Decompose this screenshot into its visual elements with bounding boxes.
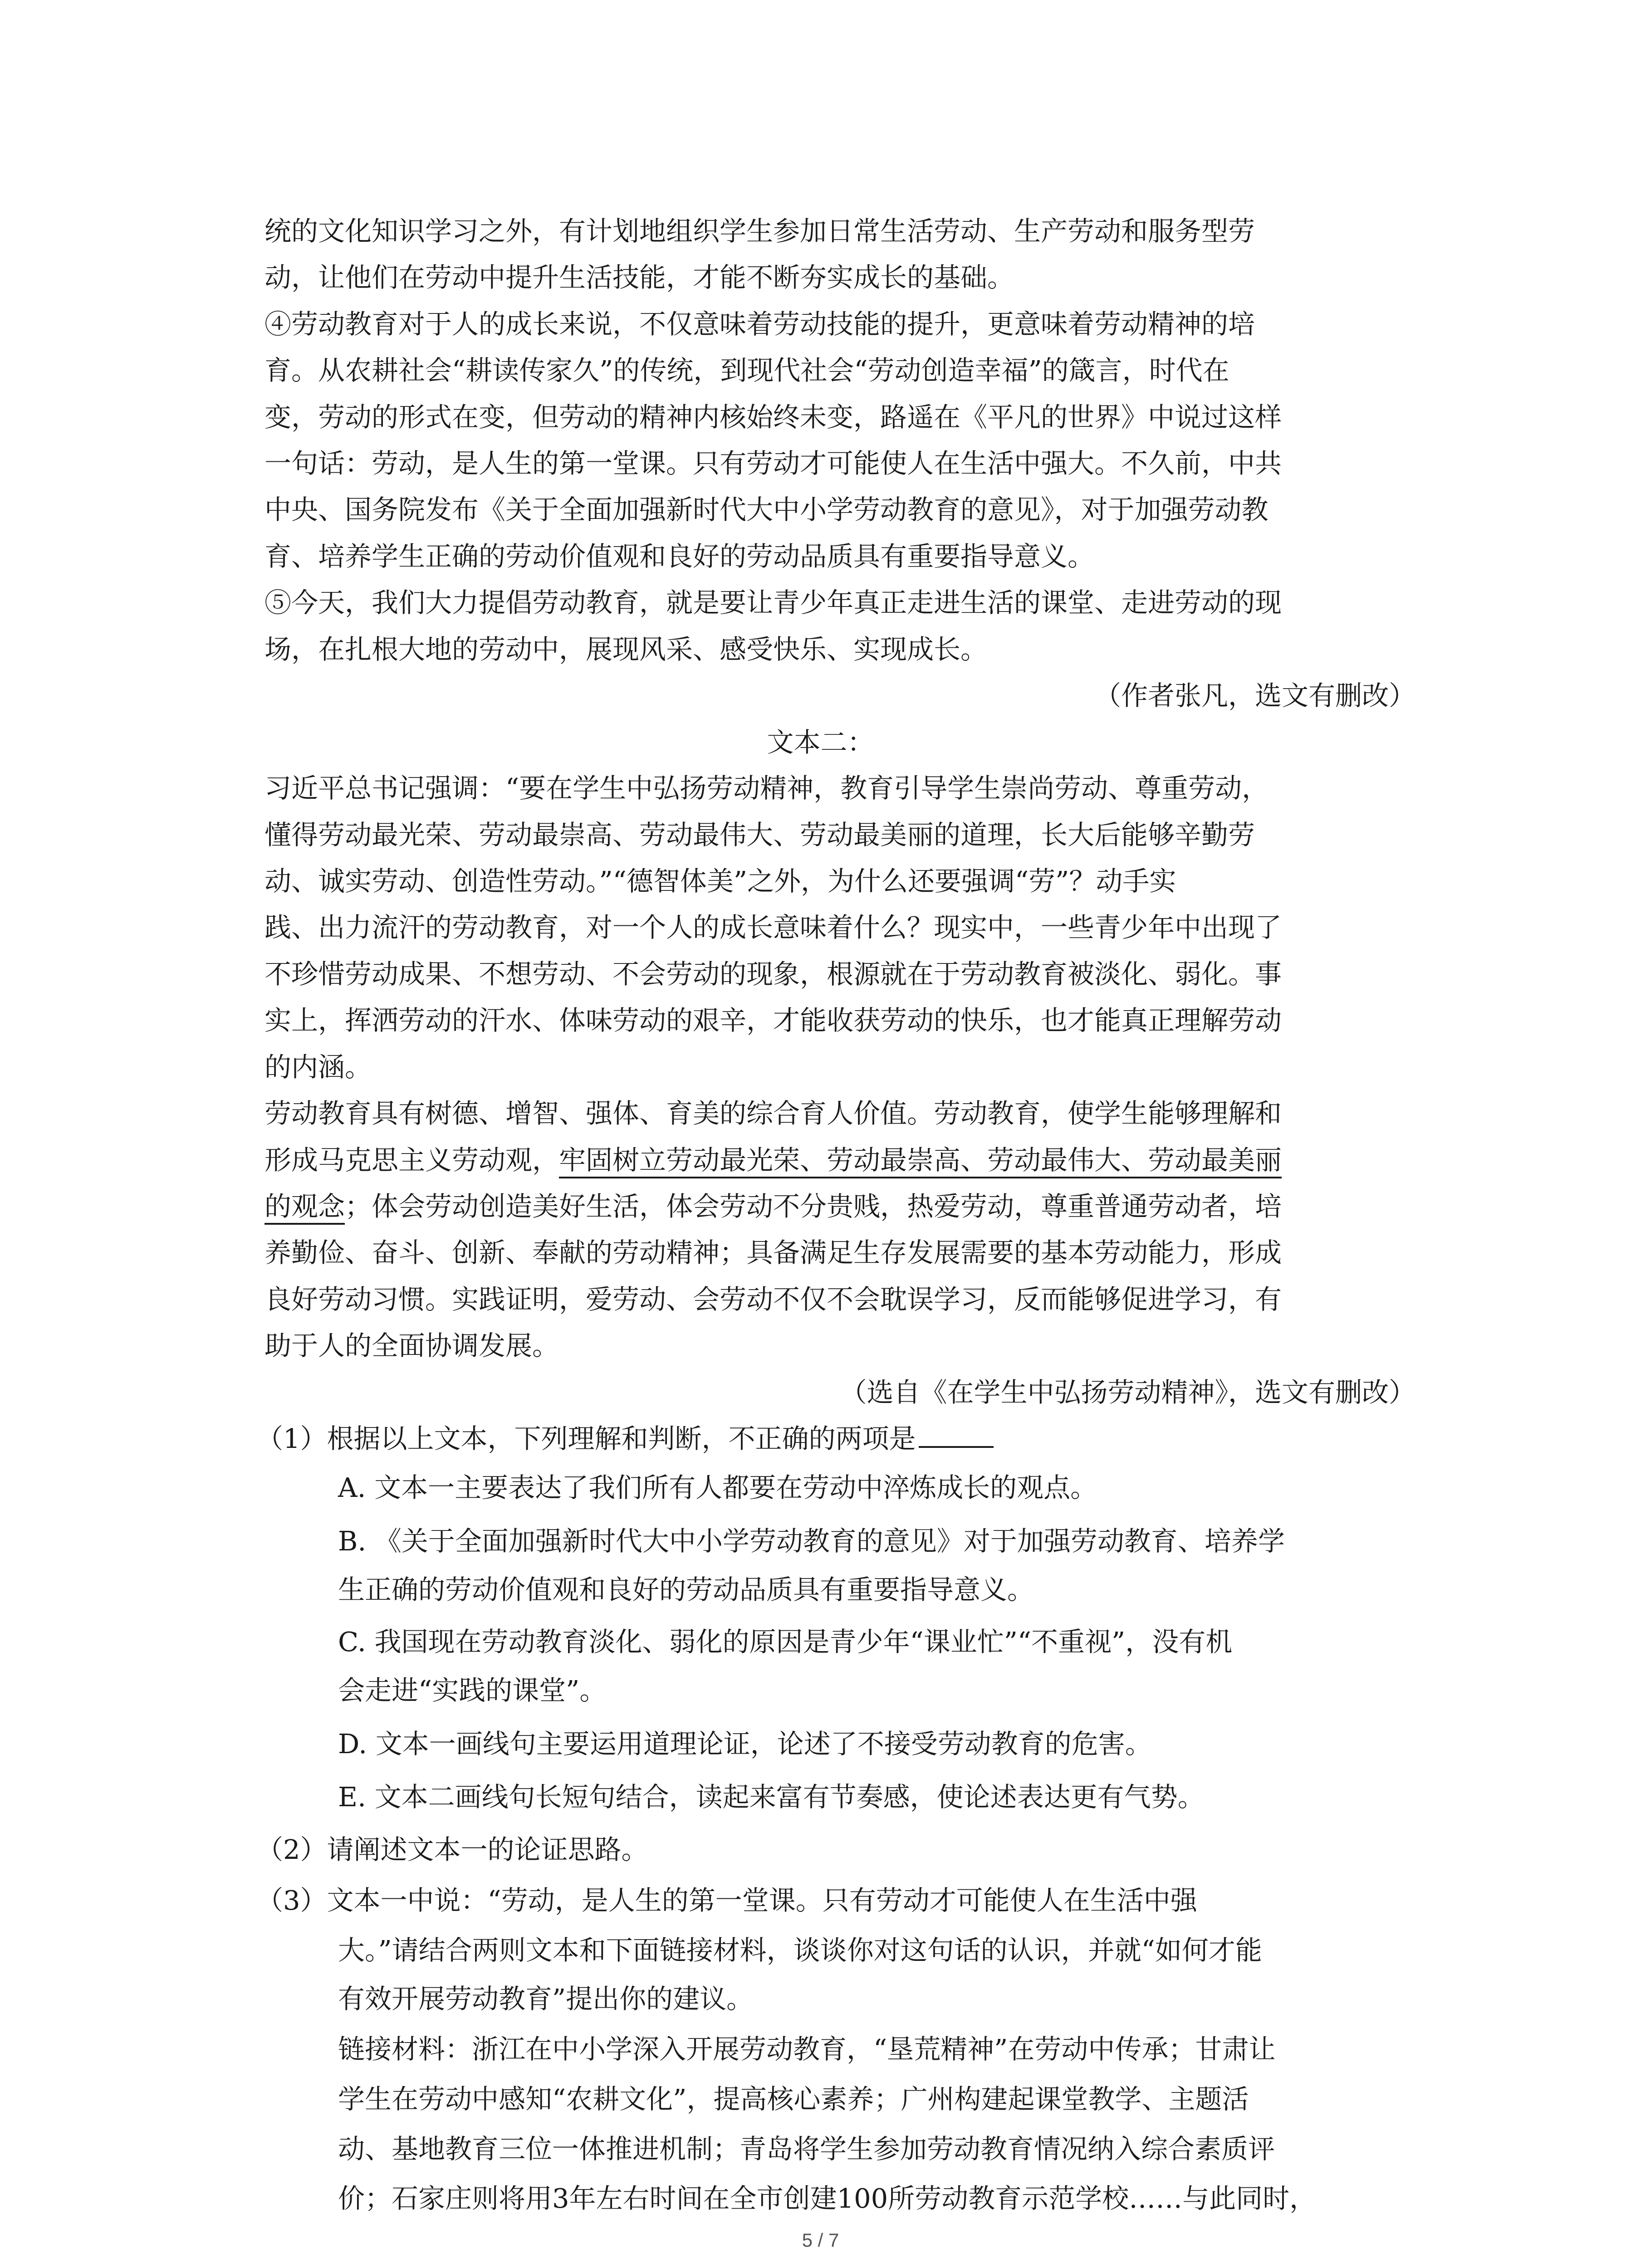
question-3-line: 大。”请结合两则文本和下面链接材料，谈谈你对这句话的认识，并就“如何才能 [338,1935,1262,1966]
page-number: 5 / 7 [802,2229,839,2251]
option-b-continued: 生正确的劳动价值观和良好的劳动品质具有重要指导意义。 [338,1574,1034,1605]
text-one-line: 育。从农耕社会“耕读传家久”的传统，到现代社会“劳动创造幸福”的箴言，时代在 [265,355,1230,386]
text-two-source: （选自《在学生中弘扬劳动精神》，选文有删改） [840,1377,1416,1408]
link-material-line: 价；石家庄则将用3年左右时间在全市创建100所劳动教育示范学校……与此同时， [338,2183,1317,2214]
text-one-line: 中央、国务院发布《关于全面加强新时代大中小学劳动教育的意见》，对于加强劳动教 [265,494,1269,525]
text-two-line: 劳动教育具有树德、增智、强体、育美的综合育人价值。劳动教育，使学生能够理解和 [265,1098,1282,1129]
question-3-line: 有效开展劳动教育”提出你的建议。 [338,1983,754,2014]
question-2: （2）请阐述文本一的论证思路。 [256,1834,648,1865]
text-two-line: 助于人的全面协调发展。 [265,1330,559,1361]
text-one-line: ④劳动教育对于人的成长来说，不仅意味着劳动技能的提升，更意味着劳动精神的培 [265,308,1255,340]
text-two-line: 良好劳动习惯。实践证明，爱劳动、会劳动不仅不会耽误学习，反而能够促进学习，有 [265,1284,1282,1315]
question-3-line: （3）文本一中说：“劳动，是人生的第一堂课。只有劳动才可能使人在生活中强 [256,1885,1197,1916]
underlined-sentence: 的观念 [265,1191,345,1222]
text-two-line: 实上，挥洒劳动的汗水、体味劳动的艰辛，才能收获劳动的快乐，也才能真正理解劳动 [265,1005,1282,1036]
option-d: D. 文本一画线句主要运用道理论证，论述了不接受劳动教育的危害。 [338,1728,1152,1760]
text-two-line: 动、诚实劳动、创造性劳动。”“德智体美”之外，为什么还要强调“劳”？动手实 [265,865,1176,897]
text-two-line: 习近平总书记强调：“要在学生中弘扬劳动精神，教育引导学生崇尚劳动、尊重劳动， [265,772,1269,804]
text-one-line: 育、培养学生正确的劳动价值观和良好的劳动品质具有重要指导意义。 [265,541,1095,572]
text-one-line: 统的文化知识学习之外，有计划地组织学生参加日常生活劳动、生产劳动和服务型劳 [265,215,1255,247]
answer-blank[interactable] [919,1443,994,1448]
link-material-line: 学生在劳动中感知“农耕文化”，提高核心素养；广州构建起课堂教学、主题活 [338,2083,1249,2115]
option-c: C. 我国现在劳动教育淡化、弱化的原因是青少年“课业忙”“不重视”，没有机 [338,1626,1233,1657]
link-material-line: 链接材料：浙江在中小学深入开展劳动教育，“垦荒精神”在劳动中传承；甘肃让 [338,2033,1276,2065]
question-1-stem [256,1416,994,1461]
text-two-line: 懂得劳动最光荣、劳动最崇高、劳动最伟大、劳动最美丽的道理，长大后能够辛勤劳 [265,819,1255,850]
text-one-line: 动，让他们在劳动中提升生活技能，才能不断夯实成长的基础。 [265,262,1014,293]
text-two-line: 践、出力流汗的劳动教育，对一个人的成长意味着什么？现实中，一些青少年中出现了 [265,912,1282,943]
text-one-line: 场，在扎根大地的劳动中，展现风采、感受快乐、实现成长。 [265,634,988,665]
link-material-line: 动、基地教育三位一体推进机制；青岛将学生参加劳动教育情况纳入综合素质评 [338,2133,1275,2165]
text-two-line: 的内涵。 [265,1051,372,1083]
question-1-text: （1）根据以上文本，下列理解和判断，不正确的两项是 [256,1423,916,1454]
text-one-line: 一句话：劳动，是人生的第一堂课。只有劳动才可能使人在生活中强大。不久前，中共 [265,448,1282,479]
underlined-sentence: 牢固树立劳动最光荣、劳动最崇高、劳动最伟大、劳动最美丽 [559,1144,1282,1176]
option-a: A. 文本一主要表达了我们所有人都要在劳动中淬炼成长的观点。 [338,1472,1097,1503]
text-two-title: 文本二： [767,727,874,758]
option-c-continued: 会走进“实践的课堂”。 [338,1675,607,1706]
plain-text: ；体会劳动创造美好生活，体会劳动不分贵贱，热爱劳动，尊重普通劳动者，培 [345,1191,1282,1222]
text-two-line: 不珍惜劳动成果、不想劳动、不会劳动的现象，根源就在于劳动教育被淡化、弱化。事 [265,958,1282,990]
text-one-source: （作者张凡，选文有删改） [1094,680,1416,711]
text-two-line [265,1184,1282,1229]
plain-text: 形成马克思主义劳动观， [265,1144,559,1176]
text-two-line: 养勤俭、奋斗、创新、奉献的劳动精神；具备满足生存发展需要的基本劳动能力，形成 [265,1237,1282,1268]
option-b: B. 《关于全面加强新时代大中小学劳动教育的意见》对于加强劳动教育、培养学 [338,1525,1285,1557]
text-one-line: 变，劳动的形式在变，但劳动的精神内核始终未变，路遥在《平凡的世界》中说过这样 [265,401,1282,433]
text-one-line: ⑤今天，我们大力提倡劳动教育，就是要让青少年真正走进生活的课堂、走进劳动的现 [265,587,1282,618]
text-two-line [265,1138,1282,1183]
option-e: E. 文本二画线句长短句结合，读起来富有节奏感，使论述表达更有气势。 [338,1781,1205,1813]
